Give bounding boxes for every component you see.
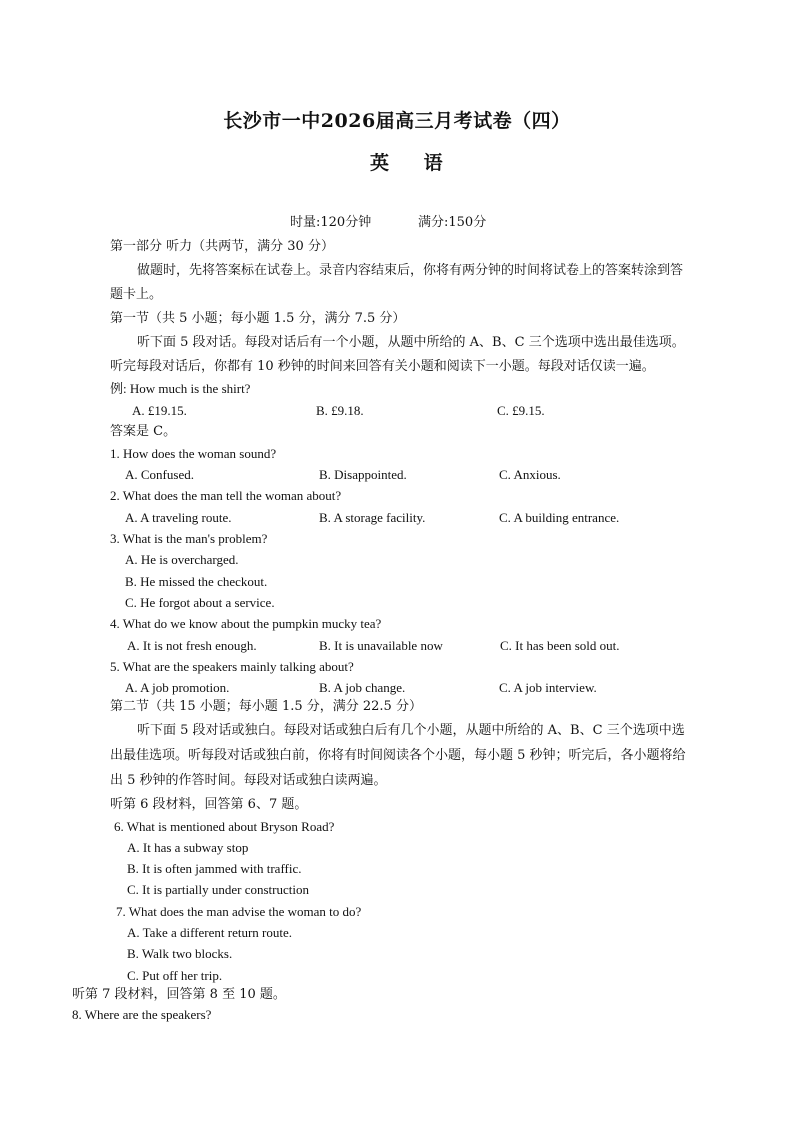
question-2-option-c: C. A building entrance.: [499, 510, 620, 525]
question-3-option-b: B. He missed the checkout.: [125, 574, 268, 589]
question-7-option-c: C. Put off her trip.: [127, 968, 223, 983]
section1-heading: 第一节（共 5 小题；每小题 1.5 分，满分 7.5 分）: [110, 311, 406, 326]
question-2-option-a: A. A traveling route.: [125, 510, 232, 525]
question-5-option-b: B. A job change.: [319, 680, 406, 695]
question-7-option-a: A. Take a different return route.: [127, 925, 293, 940]
section2-heading: 第二节（共 15 小题；每小题 1.5 分，满分 22.5 分）: [110, 699, 422, 714]
question-3-option-a: A. He is overcharged.: [125, 552, 239, 567]
question-8: 8. Where are the speakers?: [72, 1007, 212, 1022]
example-option-a: A. £19.15.: [132, 403, 187, 418]
question-3-option-c: C. He forgot about a service.: [125, 595, 275, 610]
section2-instruction-line2: 出最佳选项。听每段对话或独白前，你将有时间阅读各个小题，每小题 5 秒钟；听完后，各小题将给: [110, 748, 686, 763]
question-6-option-a: A. It has a subway stop: [127, 840, 249, 855]
question-1-option-b: B. Disappointed.: [319, 467, 407, 482]
question-2: 2. What does the man tell the woman about?: [110, 488, 342, 503]
question-7-option-b: B. Walk two blocks.: [127, 946, 233, 961]
question-5-option-a: A. A job promotion.: [125, 680, 230, 695]
example-answer: 答案是 C。: [110, 424, 177, 439]
material-7-heading: 听第 7 段材料，回答第 8 至 10 题。: [72, 987, 286, 1002]
exam-title: 长沙市一中2026届高三月考试卷（四）: [223, 110, 571, 132]
question-7: 7. What does the man advise the woman to do?: [116, 904, 362, 919]
part1-heading: 第一部分 听力（共两节，满分 30 分）: [110, 239, 334, 254]
question-6-option-b: B. It is often jammed with traffic.: [127, 861, 302, 876]
section2-instruction-line3: 出 5 秒钟的作答时间。每段对话或独白读两遍。: [110, 773, 387, 788]
example-option-b: B. £9.18.: [316, 403, 364, 418]
question-4-option-a: A. It is not fresh enough.: [127, 638, 257, 653]
material-6-heading: 听第 6 段材料，回答第 6、7 题。: [110, 797, 308, 812]
question-5-option-c: C. A job interview.: [499, 680, 597, 695]
question-5: 5. What are the speakers mainly talking about?: [110, 659, 354, 674]
exam-time: 时量:120分钟: [290, 215, 372, 230]
question-3: 3. What is the man's problem?: [110, 531, 268, 546]
question-4: 4. What do we know about the pumpkin mucky tea?: [110, 616, 382, 631]
part1-instruction-line1: 做题时，先将答案标在试卷上。录音内容结束后，你将有两分钟的时间将试卷上的答案转涂到答: [137, 263, 684, 278]
question-4-option-b: B. It is unavailable now: [319, 638, 443, 653]
exam-score: 满分:150分: [418, 215, 487, 230]
section1-instruction-line1: 听下面 5 段对话。每段对话后有一个小题，从题中所给的 A、B、C 三个选项中选出最佳选项。: [137, 335, 685, 350]
question-4-option-c: C. It has been sold out.: [500, 638, 620, 653]
example-question: 例: How much is the shirt?: [110, 381, 251, 396]
example-option-c: C. £9.15.: [497, 403, 545, 418]
question-1-option-a: A. Confused.: [125, 467, 194, 482]
question-1: 1. How does the woman sound?: [110, 446, 277, 461]
question-2-option-b: B. A storage facility.: [319, 510, 426, 525]
question-6-option-c: C. It is partially under construction: [127, 882, 309, 897]
question-1-option-c: C. Anxious.: [499, 467, 561, 482]
exam-subject: 英 语: [370, 152, 457, 174]
section2-instruction-line1: 听下面 5 段对话或独白。每段对话或独白后有几个小题，从题中所给的 A、B、C 三个选项中选: [137, 723, 685, 738]
section1-instruction-line2: 听完每段对话后，你都有 10 秒钟的时间来回答有关小题和阅读下一小题。每段对话仅读一遍。: [110, 359, 655, 374]
part1-instruction-line2: 题卡上。: [110, 287, 163, 302]
question-6: 6. What is mentioned about Bryson Road?: [114, 819, 335, 834]
